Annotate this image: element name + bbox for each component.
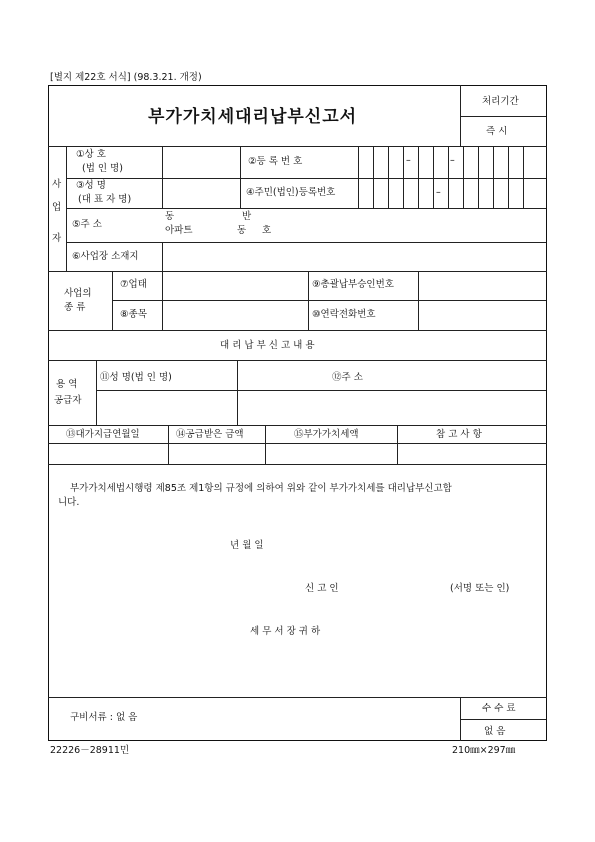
biz-item-label: ⑧종목: [120, 309, 147, 320]
footer-top-line: [48, 697, 547, 698]
type-col-line: [112, 271, 113, 330]
name-sub: (법 인 명): [82, 163, 123, 174]
form-code: 22226－28911민: [50, 745, 130, 756]
type-label-1: 사업의: [64, 288, 92, 299]
digit-box-line: [418, 146, 419, 208]
addr-apt-dong: 동: [237, 225, 247, 236]
note-label: 참 고 사 항: [436, 429, 482, 440]
regno-dash-1: –: [406, 155, 411, 166]
supplier-row-line: [96, 390, 546, 391]
digit-box-line: [523, 146, 524, 208]
type-right-col-line: [418, 271, 419, 330]
side-col-line: [66, 146, 67, 271]
form-label: [별지 제22호 서식] (98.3.21. 개정): [50, 72, 202, 83]
digit-box-line: [448, 146, 449, 208]
digit-box-line: [463, 146, 464, 208]
supplier-label-2: 공급자: [54, 395, 82, 406]
label-col-line-b: [162, 242, 163, 271]
type-label-col-line: [162, 271, 163, 330]
regno-dash-2: –: [450, 155, 455, 166]
detail-col-2: [265, 425, 266, 464]
supplier-mid-col: [237, 360, 238, 425]
digit-box-line: [508, 146, 509, 208]
detail-col-3: [397, 425, 398, 464]
biz-type-label: ⑦업태: [120, 279, 147, 290]
fee-value: 없 음: [484, 726, 506, 737]
signature-label: (서명 또는 인): [450, 583, 510, 594]
regno-label: ②등 록 번 호: [248, 156, 303, 167]
vat-label: ⑮부가가치세액: [294, 429, 359, 440]
frame-left: [48, 85, 49, 741]
declaration-line-1: 부가가치세법시행령 제85조 제1항의 규정에 의하여 위와 같이 부가가치세를 대리납부신고합: [70, 483, 452, 494]
resno-label: ④주민(법인)등록번호: [246, 187, 336, 198]
name-label: ①상 호: [76, 149, 106, 160]
period-label: 처리기간: [482, 96, 519, 107]
amount-label: ⑭공급받은 금액: [176, 429, 244, 440]
detail-header-line: [48, 443, 547, 444]
declaration-date: 년 월 일: [230, 540, 264, 551]
report-section-title: 대 리 납 부 신 고 내 용: [220, 340, 315, 351]
type-mid-col-line: [308, 271, 309, 330]
digit-box-line: [403, 146, 404, 208]
addr-ho: 호: [262, 225, 272, 236]
fee-label: 수 수 료: [482, 703, 516, 714]
addr-apt: 아파트: [165, 225, 193, 236]
digit-box-line: [478, 146, 479, 208]
row-line-6: [48, 330, 547, 331]
declaration-line-2: 니다.: [58, 497, 80, 508]
detail-col-1: [168, 425, 169, 464]
rep-label: ③성 명: [76, 180, 106, 191]
fee-mid-line: [460, 719, 546, 720]
reporter-label: 신 고 인: [305, 583, 339, 594]
approval-label: ⑨총괄납부승인번호: [312, 279, 394, 290]
side-label-1: 사: [52, 179, 62, 190]
supplier-label-1: 용 역: [56, 379, 78, 390]
row-line-2: [66, 208, 546, 209]
side-label-3: 자: [52, 233, 62, 244]
frame-bottom: [48, 740, 547, 741]
row-line-1: [66, 178, 546, 179]
paper-size: 210㎜×297㎜: [452, 745, 516, 756]
supplier-bottom-line: [48, 425, 547, 426]
resno-dash: –: [436, 187, 441, 198]
side-label-2: 업: [52, 202, 62, 213]
row-line-4: [48, 271, 547, 272]
title-bottom-line: [48, 146, 547, 147]
value-col-line: [240, 146, 241, 208]
report-title-line: [48, 360, 547, 361]
addr-dong: 동: [165, 211, 175, 222]
type-label-2: 종 류: [64, 302, 86, 313]
addr-ban: 반: [242, 211, 252, 222]
addr-label: ⑤주 소: [72, 219, 102, 230]
label-col-line-a: [162, 146, 163, 208]
row-line-3: [66, 242, 546, 243]
rep-sub: (대 표 자 명): [78, 194, 132, 205]
period-value: 즉 시: [486, 126, 508, 137]
site-label: ⑥사업장 소재지: [72, 251, 139, 262]
phone-label: ⑩연락전화번호: [312, 309, 376, 320]
digit-box-line: [388, 146, 389, 208]
frame-top: [48, 85, 547, 86]
supplier-name-label: ⑪성 명(법 인 명): [100, 372, 172, 383]
supplier-label-col: [96, 360, 97, 425]
supplier-addr-label: ⑫주 소: [332, 372, 363, 383]
digit-box-line: [433, 146, 434, 208]
pay-date-label: ⑬대가지급연월일: [66, 429, 140, 440]
period-mid-line: [460, 116, 546, 117]
page-title: 부가가치세대리납부신고서: [148, 107, 358, 127]
digit-box-line: [493, 146, 494, 208]
number-col-line: [358, 146, 359, 208]
frame-right: [546, 85, 547, 741]
required-docs: 구비서류 : 없 음: [70, 712, 138, 723]
digit-box-line: [373, 146, 374, 208]
row-line-5: [112, 300, 546, 301]
detail-bottom-line: [48, 464, 547, 465]
addressee: 세 무 서 장 귀 하: [250, 626, 321, 637]
